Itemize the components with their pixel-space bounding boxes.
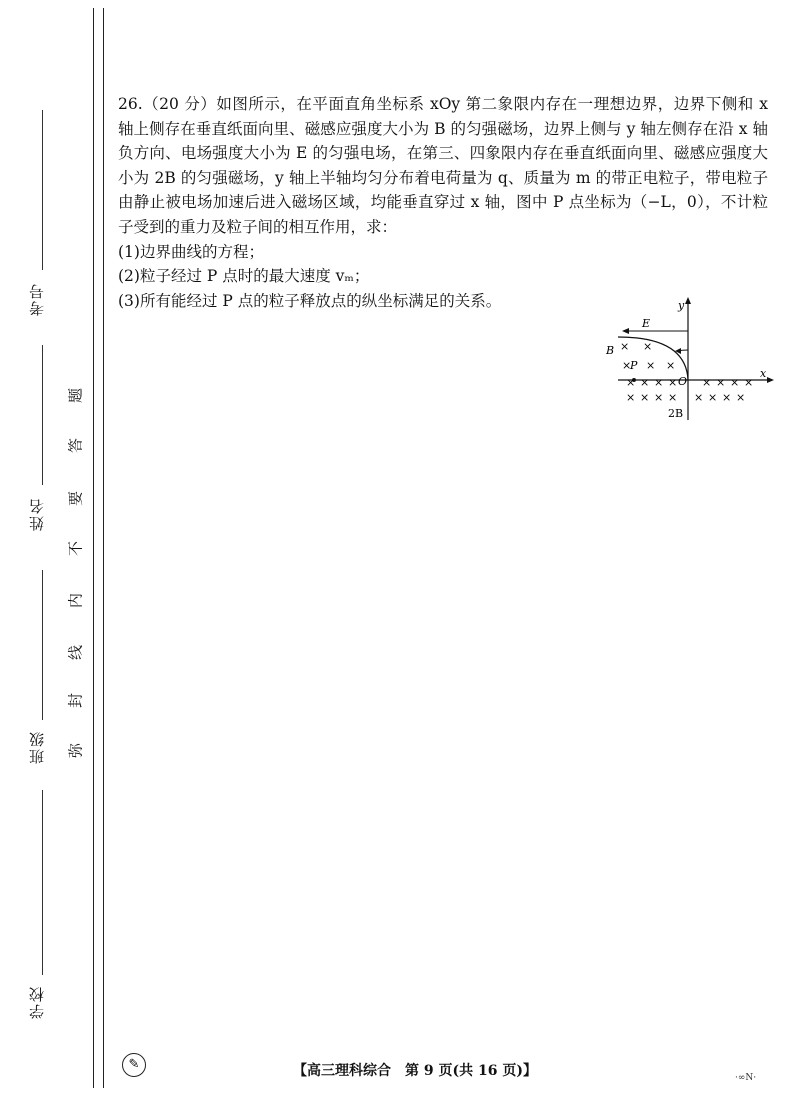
name-label: 姓名: [28, 497, 46, 531]
question-26: [118, 92, 768, 313]
warning-char: 封: [66, 693, 85, 709]
corner-mark: ·∞N·: [735, 1073, 757, 1083]
margin-line-outer: [93, 8, 94, 1088]
pen-logo-icon: ✎: [122, 1053, 146, 1077]
cross-mark: ×: [626, 391, 636, 404]
cross-mark: ×: [654, 376, 664, 389]
x-axis-label: x: [760, 367, 767, 380]
margin-line-inner: [103, 8, 104, 1088]
question-part-3: (3)所有能经过 P 点的粒子释放点的纵坐标满足的关系。: [118, 291, 502, 310]
cross-mark: ×: [626, 376, 636, 389]
question-part-1: (1)边界曲线的方程；: [118, 242, 264, 261]
cross-mark: ×: [744, 376, 754, 389]
cross-mark: ×: [702, 376, 712, 389]
footer-text: 【高三理科综合 第 9 页(共 16 页)】: [293, 1063, 537, 1079]
warning-char: 要: [66, 491, 85, 507]
y-axis-arrow: [685, 297, 691, 304]
cross-mark: ×: [640, 376, 650, 389]
warning-char: 题: [66, 388, 85, 404]
cross-mark: ×: [620, 340, 630, 353]
cross-mark: ×: [736, 391, 746, 404]
class-label: 班级: [28, 730, 46, 764]
cross-mark: ×: [666, 359, 676, 372]
class-field[interactable]: [42, 570, 43, 720]
cross-mark: ×: [643, 340, 653, 353]
cross-mark: ×: [668, 391, 678, 404]
cross-mark: ×: [708, 391, 718, 404]
binding-margin: [0, 0, 110, 1099]
x-axis-arrow: [767, 377, 774, 383]
warning-char: 不: [66, 541, 85, 557]
warning-char: 弥: [66, 743, 85, 759]
y-axis-label: y: [678, 299, 685, 312]
o-label: O: [678, 375, 688, 388]
cross-mark: ×: [694, 391, 704, 404]
e-label: E: [642, 317, 651, 330]
e-field-arrow: [622, 328, 629, 334]
cross-mark: ×: [646, 359, 656, 372]
cross-mark: ×: [722, 391, 732, 404]
exam-no-label: 考号: [28, 282, 46, 316]
p-label: P: [630, 359, 638, 372]
warning-char: 线: [66, 645, 85, 661]
question-part-2: (2)粒子经过 P 点时的最大速度 vₘ；: [118, 267, 370, 286]
cross-mark: ×: [668, 376, 678, 389]
cross-mark: ×: [654, 391, 664, 404]
cross-mark: ×: [640, 391, 650, 404]
warning-char: 答: [66, 438, 85, 454]
page-footer: [0, 1060, 800, 1080]
b2-label: 2B: [668, 407, 684, 420]
school-label: 学校: [28, 985, 46, 1019]
b-label: B: [606, 344, 615, 357]
cross-mark: ×: [716, 376, 726, 389]
question-intro: 26.（20 分）如图所示，在平面直角坐标系 xOy 第二象限内存在一理想边界，边界下侧和 x 轴上侧存在垂直纸面向里、磁感应强度大小为 B 的匀强磁场，边界上侧与 y 轴左侧存在沿 x 轴负方向、电场强度大小为 E 的匀强电场，在第三、四象限内存在垂直纸面向里、磁感应强度大小为 2B 的匀强磁场，y 轴上半轴均匀分布着电荷量为 q、质量为 m 的带正电粒子，带电粒子由静止被电场加速后进入磁场区域，均能垂直穿过 x 轴，图中 P 点坐标为（−L，0），不计粒子受到的重力及粒子间的相互作用，求：: [118, 95, 768, 236]
school-field[interactable]: [42, 790, 43, 975]
name-field[interactable]: [42, 345, 43, 485]
warning-char: 内: [66, 593, 85, 609]
field-diagram: [598, 295, 778, 425]
cross-mark: ×: [730, 376, 740, 389]
cross-mark: ×: [622, 359, 632, 372]
exam-no-field[interactable]: [42, 110, 43, 270]
